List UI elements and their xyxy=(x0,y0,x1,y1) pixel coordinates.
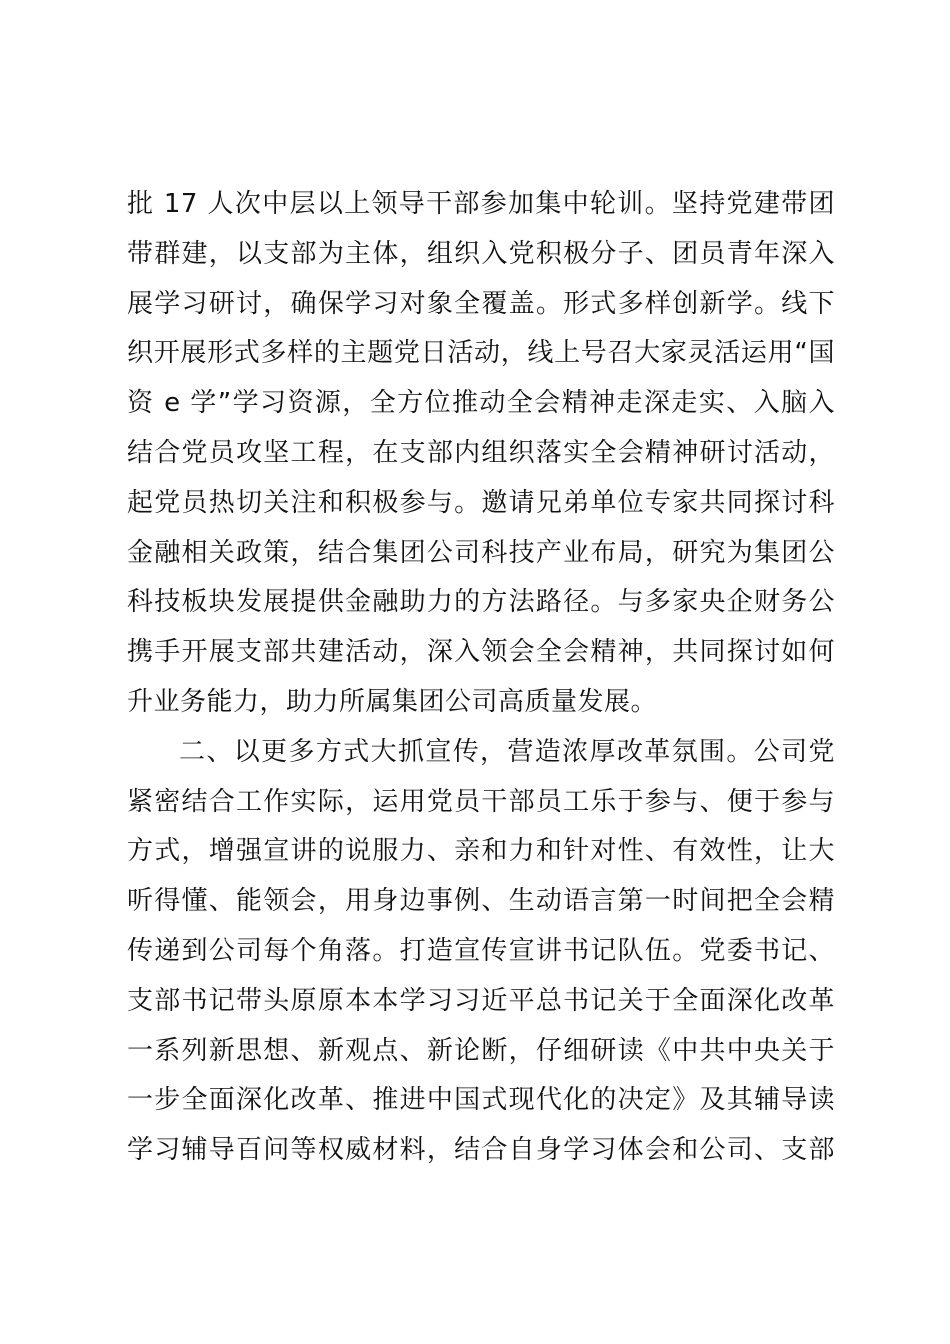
body-text xyxy=(127,180,835,1176)
text-line-paragraph-start: 二、以更多方式大抓宣传，营造浓厚改革氛围。公司党 xyxy=(179,736,835,767)
text-line: 科技板块发展提供金融助力的方法路径。与多家央企财务公 xyxy=(127,587,835,618)
text-line: 展学习研讨，确保学习对象全覆盖。形式多样创新学。线下 xyxy=(127,288,835,319)
text-line: 携手开展支部共建活动，深入领会全会精神，共同探讨如何 xyxy=(127,637,835,668)
text-line: 学习辅导百问等权威材料，结合自身学习体会和公司、支部 xyxy=(127,1135,835,1166)
text-line: 传递到公司每个角落。打造宣传宣讲书记队伍。党委书记、 xyxy=(127,935,835,966)
text-line: 听得懂、能领会，用身边事例、生动语言第一时间把全会精 xyxy=(127,886,835,917)
text-line: 一步全面深化改革、推进中国式现代化的决定》及其辅导读 xyxy=(127,1085,835,1116)
text-line: 金融相关政策，结合集团公司科技产业布局，研究为集团公 xyxy=(127,537,835,568)
text-line: 支部书记带头原原本本学习习近平总书记关于全面深化改革 xyxy=(127,985,835,1016)
text-line: 一系列新思想、新观点、新论断，仔细研读《中共中央关于 xyxy=(127,1035,835,1066)
text-line-paragraph-end: 升业务能力，助力所属集团公司高质量发展。 xyxy=(127,686,658,717)
text-line: 紧密结合工作实际，运用党员干部员工乐于参与、便于参与 xyxy=(127,786,835,817)
text-line: 方式，增强宣讲的说服力、亲和力和针对性、有效性，让大 xyxy=(127,836,835,867)
text-line: 带群建，以支部为主体，组织入党积极分子、团员青年深入 xyxy=(127,238,835,269)
text-line: 批 17 人次中层以上领导干部参加集中轮训。坚持党建带团 xyxy=(127,189,835,219)
text-line: 结合党员攻坚工程，在支部内组织落实全会精神研讨活动， xyxy=(127,437,835,468)
text-line: 起党员热切关注和积极参与。邀请兄弟单位专家共同探讨科 xyxy=(127,487,835,518)
text-line: 资 e 学”学习资源，全方位推动全会精神走深走实、入脑入 xyxy=(127,388,835,419)
text-line: 织开展形式多样的主题党日活动，线上号召大家灵活运用“国 xyxy=(127,338,835,369)
